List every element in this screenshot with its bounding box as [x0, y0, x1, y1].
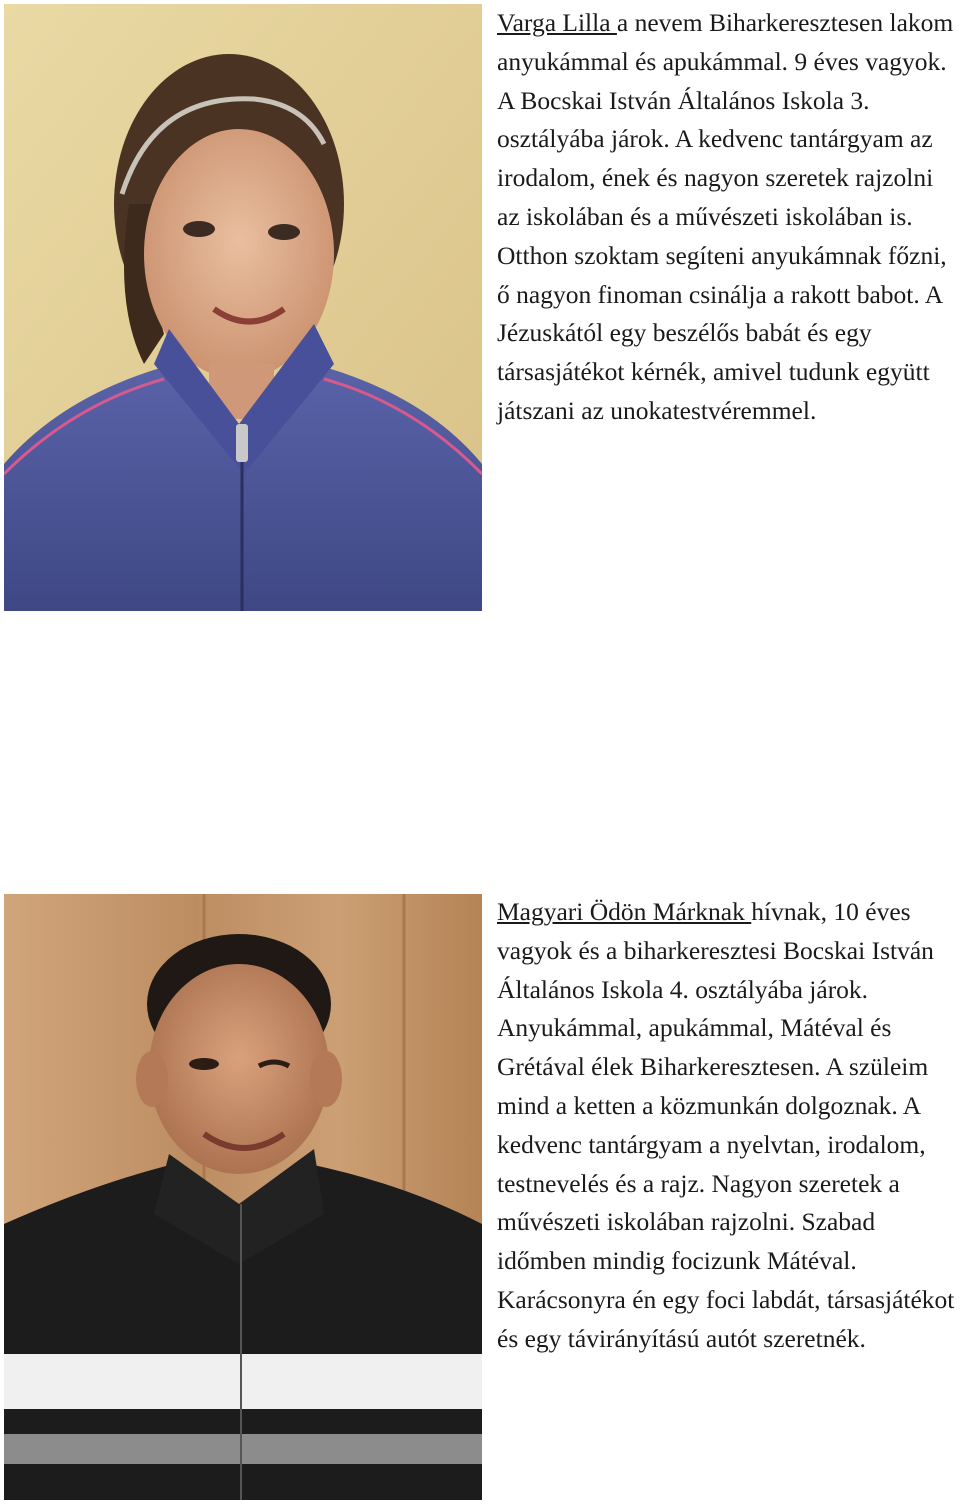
bio-text-2: hívnak, 10 éves vagyok és a biharkeresztesi Bocskai István Általános Iskola 4. osztályába járok. Anyukámmal, apukámmal, Mátéval és Grétával élek Biharkeresztesen. A szüleim mind a ketten a közmunkán dolgoznak. A kedvenc tantárgyam a nyelvtan, irodalom, testnevelés és a rajz. Nagyon szeretek a művészeti iskolában rajzolni. Szabad időmben mindig focizunk Mátéval. Karácsonyra én egy foci labdát, társasjátékot és egy távirányítású autót szeretnék. — [497, 897, 955, 1353]
girl-portrait-icon — [4, 4, 482, 611]
bio-text-1: a nevem Biharkeresztesen lakom anyukámmal és apukámmal. 9 éves vagyok. A Bocskai István Általános Iskola 3. osztályába járok. A kedvenc tantárgyam az irodalom, ének és nagyon szeretek rajzolni az iskolában és a művészeti iskolában is. Otthon szoktam segíteni anyukámnak főzni, ő nagyon finoman csinálja a rakott babot. A Jézuskától egy beszélős babát és egy társasjátékot kérnék, amivel tudunk együtt játszani az unokatestvéremmel. — [497, 8, 954, 425]
bio-paragraph-1 — [497, 4, 959, 431]
boy-portrait-icon — [4, 894, 482, 1500]
girl-portrait-photo — [4, 4, 482, 611]
bio-name-2: Magyari Ödön Márknak — [497, 897, 752, 926]
bio-name-1: Varga Lilla — [497, 8, 617, 37]
bio-paragraph-2 — [497, 893, 959, 1359]
boy-portrait-photo — [4, 894, 482, 1500]
